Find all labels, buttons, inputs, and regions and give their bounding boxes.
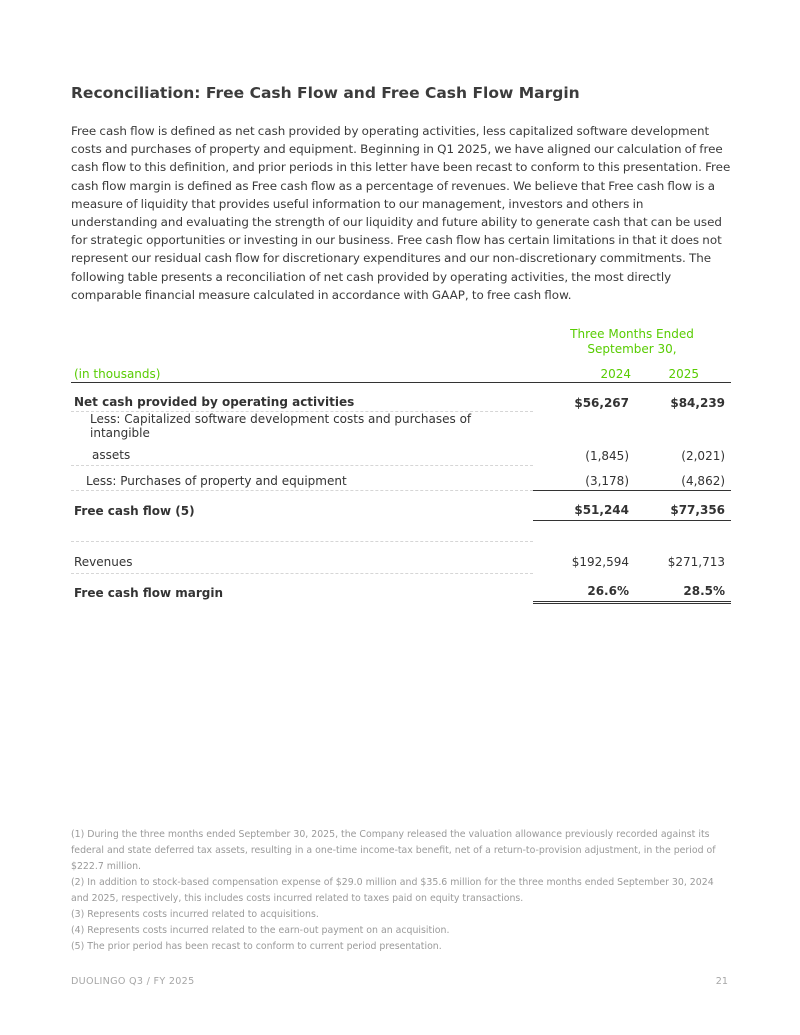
column-header-row [71,363,731,383]
value-fcf-2024: $51,244 [533,491,631,521]
table-row [71,440,731,466]
value-net-cash-2025: $84,239 [670,395,726,410]
row-label-fcf-margin: Free cash flow margin [74,585,224,600]
footer-document-label: DUOLINGO Q3 / FY 2025 [71,976,195,987]
table-row [71,383,731,412]
value-fcf-margin-2024: 26.6% [533,573,631,603]
value-revenues-2025: $271,713 [667,555,726,569]
section-title: Reconciliation: Free Cash Flow and Free Cash Flow Margin [71,84,580,102]
table-row [71,573,731,603]
period-header [533,327,731,363]
table-row [71,466,731,491]
row-label-cap-software-line1: Less: Capitalized software development costs and purchases of intangible [90,412,472,440]
footnotes [71,827,733,955]
value-cap-software-2025: (2,021) [681,448,726,463]
footnote-1: (1) During the three months ended September 30, 2025, the Company released the valuation allowance previously recorded against its federal and state deferred tax assets, resulting in a one-time income-tax benefit, net of a return-to-provision adjustment, in the period of $222.7 million. [71,829,716,872]
row-label-net-cash: Net cash provided by operating activities [71,383,533,412]
page-number: 21 [715,976,728,987]
footnote-3: (3) Represents costs incurred related to acquisitions. [71,909,319,920]
spacer-row [71,521,731,542]
value-net-cash-2024: $56,267 [574,395,629,410]
value-cap-software-2024: (1,845) [585,448,629,463]
value-fcf-margin-2025: 28.5% [631,573,731,603]
period-header-line2: September 30, [587,342,677,356]
col-header-2025: 2025 [631,363,731,383]
col-header-2024: 2024 [533,363,631,383]
footnote-4: (4) Represents costs incurred related to the earn-out payment on an acquisition. [71,925,450,936]
value-fcf-2025: $77,356 [631,491,731,521]
reconciliation-table [71,327,731,604]
row-label-fcf: Free cash flow (5) [74,503,195,518]
value-ppe-2025: (4,862) [631,466,731,491]
footnote-2: (2) In addition to stock-based compensation expense of $29.0 million and $35.6 million for the three months ended September 30, 2024 and 2025, respectively, this includes costs incurred related to taxes paid on equity transactions. [71,877,714,904]
table-row [71,541,731,573]
value-ppe-2024: (3,178) [533,466,631,491]
row-label-cap-software-line2: assets [71,440,533,466]
row-label-ppe: Less: Purchases of property and equipment [71,466,533,491]
units-label: (in thousands) [71,363,533,383]
table-row [71,491,731,521]
period-header-row [71,327,731,363]
period-header-line1: Three Months Ended [570,327,694,341]
footnote-5: (5) The prior period has been recast to conform to current period presentation. [71,941,442,952]
row-label-revenues: Revenues [71,541,533,573]
table-row [71,412,731,441]
intro-paragraph: Free cash flow is defined as net cash provided by operating activities, less capitalized software development costs and purchases of property and equipment. Beginning in Q1 2025, we have aligned our calculation of free cash flow to this definition, and prior periods in this letter have been recast to conform to this presentation. Free cash flow margin is defined as Free cash flow as a percentage of revenues. We believe that Free cash flow is a measure of liquidity that provides useful information to our management, investors and others in understanding and evaluating the strength of our liquidity and future ability to generate cash that can be used for strategic opportunities or investing in our business. Free cash flow has certain limitations in that it does not represent our residual cash flow for discretionary expenditures and our non-discretionary commitments. The following table presents a reconciliation of net cash provided by operating activities, the most directly comparable financial measure calculated in accordance with GAAP, to free cash flow. [71,124,731,302]
value-revenues-2024: $192,594 [571,555,629,569]
